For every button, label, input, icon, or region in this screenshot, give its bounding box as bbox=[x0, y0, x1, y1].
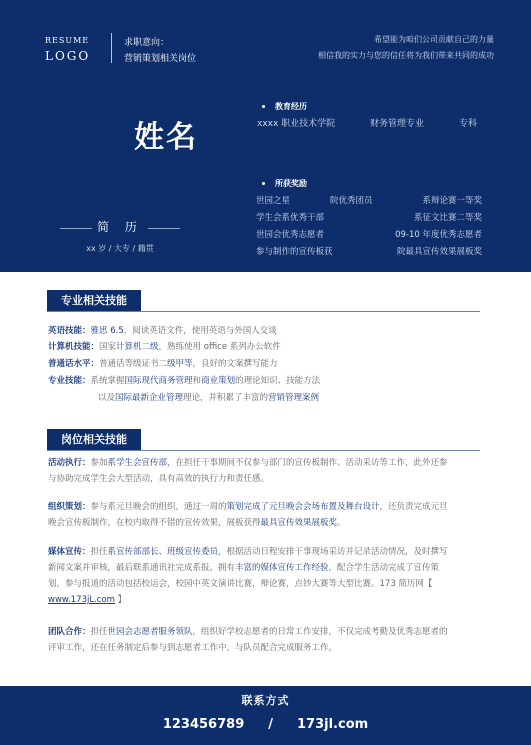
skill-english bbox=[48, 323, 453, 339]
position-media bbox=[48, 544, 456, 608]
position-label: 活动执行： bbox=[48, 458, 91, 468]
skill-professional-cont bbox=[98, 390, 503, 406]
education-major: 财务管理专业 bbox=[370, 119, 425, 129]
awards-heading-label: 所获奖励 bbox=[275, 179, 307, 188]
education-heading bbox=[262, 101, 307, 112]
skill-highlight: 国际现代商务管理 bbox=[124, 376, 193, 386]
award-item: 院最具宣传效果展板奖 bbox=[396, 247, 482, 257]
skills-section-title: 专业相关技能 bbox=[47, 290, 141, 312]
position-highlight: 系学生会宣传部 bbox=[107, 458, 168, 468]
website-link[interactable]: www.173jL.com bbox=[48, 595, 115, 605]
resume-header bbox=[0, 0, 531, 272]
skill-text: ，阅读英语文件，使用英语与外国人交谈 bbox=[123, 326, 277, 336]
resume-body bbox=[0, 272, 531, 686]
position-label: 组织策划： bbox=[48, 502, 91, 512]
slogan bbox=[318, 32, 494, 64]
award-row bbox=[256, 228, 482, 241]
position-label: 团队合作： bbox=[48, 627, 91, 637]
skill-label: 专业技能： bbox=[48, 376, 91, 386]
position-highlight: 丰富的媒体宣传工作经验 bbox=[235, 563, 329, 573]
award-item: 世园会优秀志愿者 bbox=[256, 230, 325, 240]
job-intent-label: 求职意向： bbox=[124, 38, 170, 48]
job-intent-value: 营销策划相关岗位 bbox=[124, 54, 197, 64]
skill-text: 系统掌握 bbox=[90, 376, 125, 386]
contact-separator: / bbox=[268, 717, 273, 732]
skill-text: ，熟练使用 office 系列办公软件 bbox=[158, 342, 281, 352]
award-item: 院优秀团员 bbox=[330, 196, 373, 206]
position-highlight: 系宣传部部长、班级宣传委员 bbox=[107, 547, 219, 557]
skill-computer bbox=[48, 339, 453, 355]
position-text: ，根据活动日程安排干事现场采访并记录活动情况，及时撰写新闻文案并审核，最后联系通讯社完成系报。拥有 bbox=[48, 547, 448, 573]
skill-text: 理论，并积累了丰富的 bbox=[183, 393, 269, 403]
position-activity bbox=[48, 455, 456, 487]
award-item: 09-10 年度优秀志愿者 bbox=[395, 230, 482, 240]
candidate-name: 姓名 bbox=[134, 120, 198, 155]
skill-highlight: 商业策划 bbox=[201, 376, 236, 386]
award-row bbox=[256, 194, 482, 207]
award-item: 系辩论赛一等奖 bbox=[422, 196, 482, 206]
logo-text: LOGO bbox=[45, 49, 91, 63]
section-rule bbox=[47, 311, 480, 312]
skill-text: 以及 bbox=[98, 393, 116, 403]
position-text: ，还负责完成元旦晚会宣传板制作，在校内取得不错的宣传效果，展板获得 bbox=[48, 502, 448, 528]
logo-resume-text: RESUME bbox=[45, 36, 90, 45]
position-highlight: 策划完成了元旦晚会会场布置及舞台设计 bbox=[226, 502, 380, 512]
bullet-dot bbox=[262, 182, 265, 185]
award-item: 参与制作的宣传板获 bbox=[256, 247, 333, 257]
position-text: ，在担任干事期间不仅参与部门的宣传板制作、活动采访等工作，此外还参与协助完成学生会大型活动，具有高效的执行力和责任感。 bbox=[48, 458, 448, 484]
skill-text: 和 bbox=[192, 376, 202, 386]
contact-footer bbox=[0, 686, 531, 745]
skill-text: 普通话等级证书 bbox=[99, 359, 159, 369]
skill-score: 6.5 bbox=[110, 326, 124, 336]
slogan-line-1: 希望能为咱们公司贡献自己的力量 bbox=[374, 35, 494, 44]
contact-website: 173jl.com bbox=[297, 717, 369, 732]
position-text: ，组织好学校志愿者的日常工作安排，不仅完成考勤及优秀志愿者的评审工作，还在任务制定后参与到志愿者工作中，与队员配合完成服务工作。 bbox=[48, 627, 448, 653]
position-team bbox=[48, 624, 456, 656]
position-highlight: 最具宣传效果展板奖 bbox=[260, 518, 338, 528]
awards-heading bbox=[262, 178, 307, 189]
position-label: 媒体宣传： bbox=[48, 547, 91, 557]
resume-title: 简 历 bbox=[97, 220, 143, 234]
position-text: 担任 bbox=[90, 547, 108, 557]
position-text: 。 bbox=[337, 518, 346, 528]
education-degree: 专科 bbox=[459, 119, 478, 129]
skill-mandarin bbox=[48, 356, 453, 372]
position-text: 】 bbox=[114, 595, 127, 605]
skill-text: ，良好的文案撰写能力 bbox=[192, 359, 278, 369]
positions-section-title: 岗位相关技能 bbox=[47, 429, 141, 451]
position-planning bbox=[48, 499, 456, 531]
education-school: xxxx 职业技术学院 bbox=[257, 119, 336, 129]
award-row bbox=[256, 211, 482, 224]
logo bbox=[45, 36, 90, 63]
award-item: 学生会系优秀干部 bbox=[256, 213, 325, 223]
skill-label: 英语技能： bbox=[48, 326, 91, 336]
skill-text: 的理论知识、技能方法 bbox=[235, 376, 321, 386]
contact-phone: 123456789 bbox=[162, 717, 245, 732]
skill-label: 计算机技能： bbox=[48, 342, 100, 352]
position-text: 参加 bbox=[90, 458, 108, 468]
position-text: 参与系元旦晚会的组织，通过一周的 bbox=[90, 502, 227, 512]
logo-divider bbox=[111, 33, 112, 63]
skill-text: 国家 bbox=[99, 342, 117, 352]
education-heading-label: 教育经历 bbox=[275, 102, 307, 111]
personal-meta: xx 岁 / 大专 / 籍贯 bbox=[86, 244, 154, 253]
contact-title: 联系方式 bbox=[241, 694, 290, 707]
skill-label: 普通话水平： bbox=[48, 359, 100, 369]
contact-line bbox=[0, 717, 531, 732]
position-highlight: 世园会志愿者服务领队 bbox=[107, 627, 193, 637]
position-text: ，配合学生活动完成了宣传策划，参与报道的活动包括校运会，校园中英文演讲比赛，辩论赛，点钞大赛等大型比赛。173 简历网【 bbox=[48, 563, 440, 589]
skill-highlight: 营销管理案例 bbox=[268, 393, 320, 403]
section-rule bbox=[47, 450, 480, 451]
job-intent bbox=[124, 35, 196, 67]
skill-highlight: 国际最新企业管理 bbox=[115, 393, 184, 403]
award-item: 系征文比赛二等奖 bbox=[413, 213, 482, 223]
skill-professional bbox=[48, 373, 453, 389]
skill-highlight: 计算机二级 bbox=[116, 342, 159, 352]
position-text: 担任 bbox=[90, 627, 108, 637]
award-item: 世园之星 bbox=[256, 196, 291, 206]
bullet-dot bbox=[262, 105, 265, 108]
skill-text: 雅思 bbox=[90, 326, 111, 336]
award-row bbox=[256, 245, 482, 258]
slogan-line-2: 相信我的实力与您的信任将为我们带来共同的成功 bbox=[318, 51, 494, 60]
skill-highlight: 二级甲等 bbox=[158, 359, 193, 369]
